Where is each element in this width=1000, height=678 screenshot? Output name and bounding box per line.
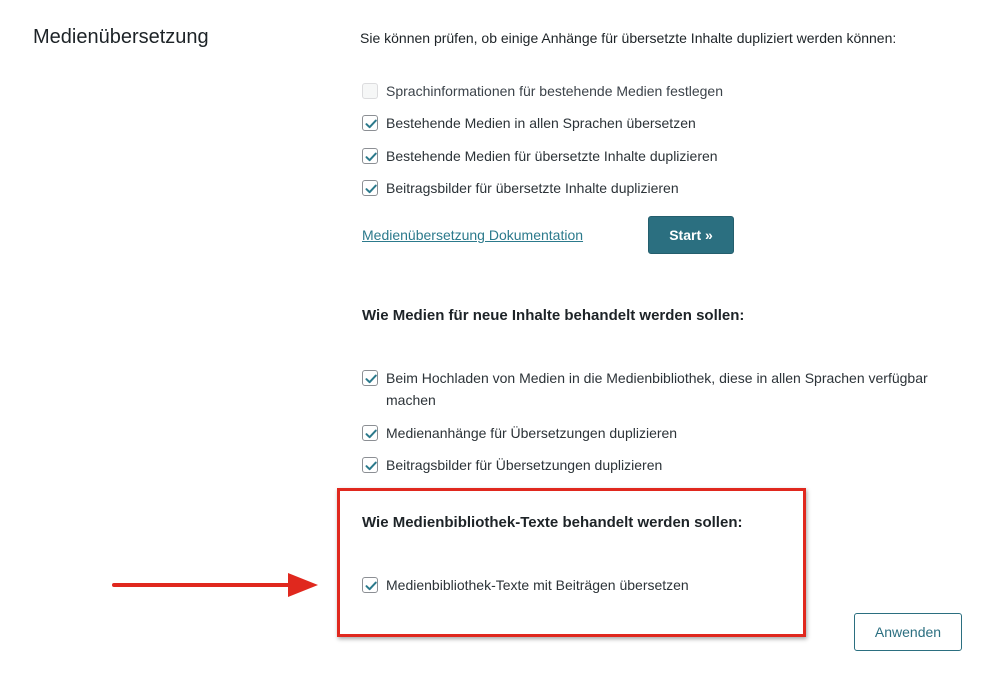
- option-label: Sprachinformationen für bestehende Medien festlegen: [386, 83, 723, 99]
- checkbox-checked[interactable]: [362, 148, 378, 164]
- option-label: Beitragsbilder für übersetzte Inhalte duplizieren: [386, 180, 679, 196]
- option-label: Medienbibliothek-Texte mit Beiträgen übersetzen: [386, 577, 689, 593]
- checkbox-checked[interactable]: [362, 457, 378, 473]
- library-texts-heading: Wie Medienbibliothek-Texte behandelt werden sollen:: [362, 514, 743, 531]
- option-duplicate-featured-images[interactable]: [362, 177, 679, 199]
- option-duplicate-attachments[interactable]: [362, 422, 677, 444]
- highlight-box: [337, 488, 806, 637]
- checkbox-disabled[interactable]: [362, 83, 378, 99]
- checkbox-checked[interactable]: [362, 425, 378, 441]
- checkmark-icon: [363, 371, 379, 387]
- checkmark-icon: [363, 458, 379, 474]
- checkbox-checked[interactable]: [362, 370, 378, 386]
- apply-button[interactable]: Anwenden: [854, 613, 962, 651]
- checkmark-icon: [363, 116, 379, 132]
- checkbox-checked[interactable]: [362, 180, 378, 196]
- option-translate-library-texts[interactable]: [362, 574, 689, 596]
- option-label: Bestehende Medien für übersetzte Inhalte duplizieren: [386, 148, 718, 164]
- option-upload-all-languages[interactable]: [362, 367, 952, 411]
- option-duplicate-featured-translations[interactable]: [362, 454, 662, 476]
- checkmark-icon: [363, 149, 379, 165]
- option-duplicate-existing-media[interactable]: [362, 145, 718, 167]
- checkbox-checked[interactable]: [362, 115, 378, 131]
- option-translate-existing-media[interactable]: [362, 112, 696, 134]
- section-title: Medienübersetzung: [33, 26, 209, 48]
- intro-text: Sie können prüfen, ob einige Anhänge für übersetzte Inhalte dupliziert werden können:: [360, 30, 897, 46]
- checkbox-checked[interactable]: [362, 577, 378, 593]
- checkmark-icon: [363, 181, 379, 197]
- option-label: Beitragsbilder für Übersetzungen duplizieren: [386, 457, 663, 473]
- checkmark-icon: [363, 578, 379, 594]
- start-button[interactable]: Start »: [648, 216, 734, 254]
- arrow-right-icon: [112, 570, 320, 600]
- option-label: Bestehende Medien in allen Sprachen übersetzen: [386, 115, 696, 131]
- option-label: Beim Hochladen von Medien in die Medienbibliothek, diese in allen Sprachen verfügbar machen: [386, 370, 928, 408]
- new-content-heading: Wie Medien für neue Inhalte behandelt werden sollen:: [362, 307, 745, 324]
- option-label: Medienanhänge für Übersetzungen duplizieren: [386, 425, 678, 441]
- option-set-language-info[interactable]: [362, 80, 723, 102]
- checkmark-icon: [363, 426, 379, 442]
- documentation-link[interactable]: Medienübersetzung Dokumentation: [362, 227, 584, 243]
